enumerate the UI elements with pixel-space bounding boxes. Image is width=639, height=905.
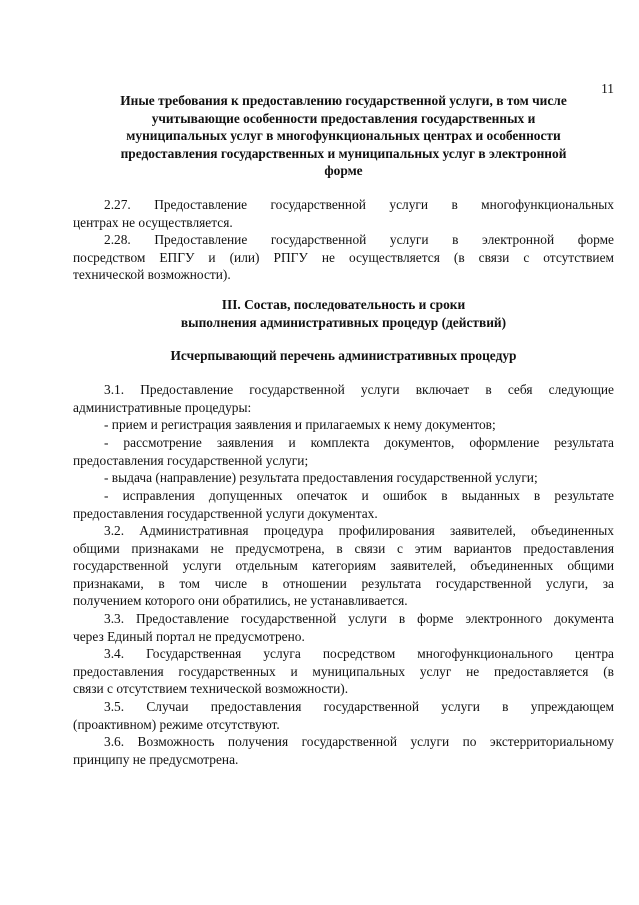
subsection-title (73, 347, 614, 365)
paragraph-line: административные процедуры: (73, 399, 252, 415)
paragraph-line: центрах не осуществляется. (73, 214, 233, 230)
paragraph-line: 3.5. Случаи предоставления государственной услуги в упреждающем (104, 699, 614, 714)
paragraph-line: получением которого они обратились, не устанавливается. (73, 593, 408, 609)
paragraph-line: государственной услуги отдельным категориям заявителей, объединенных общими (73, 558, 614, 574)
paragraph-line: 3.4. Государственная услуга посредством многофункционального центра (104, 646, 614, 661)
heading-line: предоставления государственных и муниципальных услуг в электронной (120, 145, 567, 161)
heading-other-requirements (73, 92, 614, 180)
paragraph-3-1 (73, 381, 614, 416)
page-number: 11 (601, 81, 614, 96)
paragraph-3-3 (73, 610, 614, 645)
paragraph-line: - прием и регистрация заявления и прилагаемых к нему документов; (104, 417, 496, 432)
paragraph-line: предоставления государственной услуги документах. (73, 505, 378, 521)
paragraph-line: 3.2. Административная процедура профилирования заявителей, объединенных (104, 523, 614, 538)
paragraph-3-6 (73, 733, 614, 768)
paragraph-line: технической возможности). (73, 267, 231, 283)
paragraph-line: 2.28. Предоставление государственной услуги в электронной форме (104, 232, 614, 247)
paragraph-line: - исправления допущенных опечаток и ошибок в выданных в результате (104, 488, 614, 503)
heading-line: форме (324, 163, 363, 179)
paragraph-line: связи с отсутствием технической возможности). (73, 681, 349, 697)
paragraph-line: через Единый портал не предусмотрено. (73, 628, 305, 644)
list-item (73, 487, 614, 522)
paragraph-line: предоставления государственной услуги; (73, 452, 309, 468)
subsection-title-line: Исчерпывающий перечень административных процедур (170, 348, 517, 363)
paragraph-line: общими признаками не предусмотрена, в связи с этим вариантов предоставления (73, 540, 614, 556)
paragraph-line: - выдача (направление) результата предоставления государственной услуги; (104, 470, 538, 485)
heading-line: учитывающие особенности предоставления государственных и (151, 110, 536, 126)
list-item (73, 434, 614, 469)
heading-line: Иные требования к предоставлению государственной услуги, в том числе (120, 93, 567, 108)
paragraph-2-28 (73, 231, 614, 284)
section-title-line: выполнения административных процедур (действий) (180, 314, 507, 330)
heading-line: муниципальных услуг в многофункциональных центрах и особенности (126, 128, 561, 144)
paragraph-line: 3.6. Возможность получения государственной услуги по экстерриториальному (104, 734, 614, 749)
paragraph-line: 2.27. Предоставление государственной услуги в многофункциональных (104, 197, 614, 212)
paragraph-line: посредством ЕПГУ и (или) РПГУ не осуществляется (в связи с отсутствием (73, 249, 614, 265)
section-title (73, 296, 614, 331)
paragraph-line: 3.3. Предоставление государственной услуги в форме электронного документа (104, 611, 614, 626)
paragraph-line: - рассмотрение заявления и комплекта документов, оформление результата (104, 435, 614, 450)
paragraph-line: (проактивном) режиме отсутствуют. (73, 716, 280, 732)
list-item (73, 416, 614, 434)
paragraph-2-27 (73, 196, 614, 231)
list-item (73, 469, 614, 487)
paragraph-3-5 (73, 698, 614, 733)
paragraph-line: 3.1. Предоставление государственной услуги включает в себя следующие (104, 382, 614, 397)
paragraph-3-2 (73, 522, 614, 610)
paragraph-line: признаками, в том числе в отношении результата государственной услуги, за (73, 575, 614, 591)
paragraph-line: принципу не предусмотрена. (73, 751, 239, 767)
paragraph-line: предоставления государственных и муниципальных услуг не предоставляется (в (73, 663, 614, 679)
section-title-line: III. Состав, последовательность и сроки (221, 297, 466, 312)
paragraph-3-4 (73, 645, 614, 698)
